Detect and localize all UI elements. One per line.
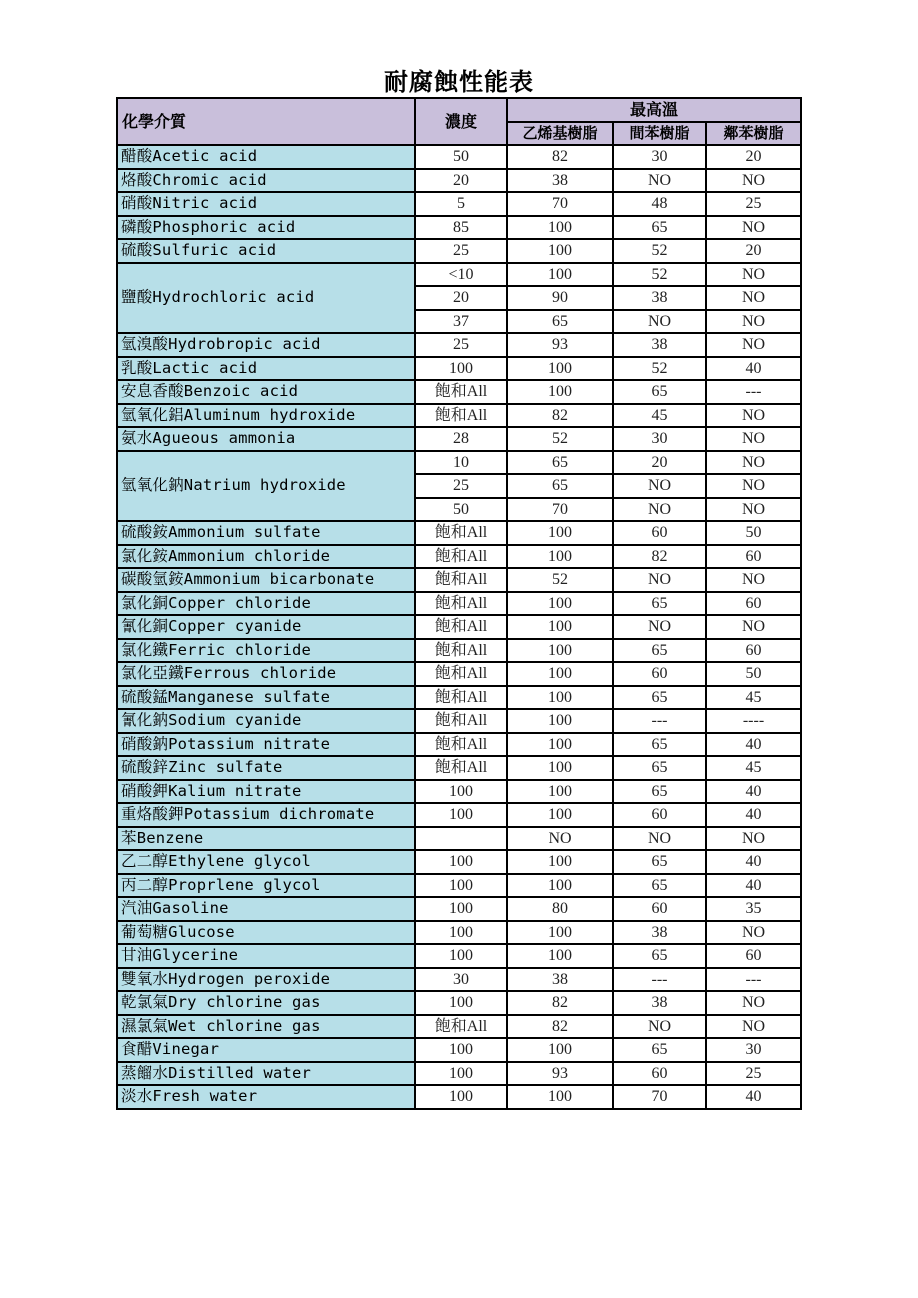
concentration-cell: 30 <box>415 968 507 992</box>
orthophthalic-temp-cell: 60 <box>706 545 801 569</box>
chemical-name-cell: 氰化銅Copper cyanide <box>117 615 415 639</box>
chemical-name-cell: 氫溴酸Hydrobropic acid <box>117 333 415 357</box>
header-concentration: 濃度 <box>415 98 507 145</box>
table-row <box>117 1062 801 1086</box>
isophthalic-temp-cell: 65 <box>613 733 706 757</box>
isophthalic-temp-cell: NO <box>613 568 706 592</box>
concentration-cell: 飽和All <box>415 709 507 733</box>
orthophthalic-temp-cell: NO <box>706 1015 801 1039</box>
table-row <box>117 333 801 357</box>
vinyl-ester-temp-cell: 100 <box>507 615 613 639</box>
isophthalic-temp-cell: 65 <box>613 874 706 898</box>
concentration-cell: 50 <box>415 145 507 169</box>
isophthalic-temp-cell: NO <box>613 310 706 334</box>
vinyl-ester-temp-cell: 52 <box>507 568 613 592</box>
orthophthalic-temp-cell: ---- <box>706 709 801 733</box>
isophthalic-temp-cell: 60 <box>613 1062 706 1086</box>
vinyl-ester-temp-cell: NO <box>507 827 613 851</box>
chemical-name-cell: 氯化銨Ammonium chloride <box>117 545 415 569</box>
chemical-name-cell: 甘油Glycerine <box>117 944 415 968</box>
orthophthalic-temp-cell: 40 <box>706 1085 801 1109</box>
table-row <box>117 239 801 263</box>
isophthalic-temp-cell: NO <box>613 474 706 498</box>
concentration-cell: 100 <box>415 780 507 804</box>
orthophthalic-temp-cell: NO <box>706 333 801 357</box>
isophthalic-temp-cell: --- <box>613 968 706 992</box>
vinyl-ester-temp-cell: 100 <box>507 521 613 545</box>
table-row <box>117 921 801 945</box>
chemical-name-cell: 乾氯氣Dry chlorine gas <box>117 991 415 1015</box>
table-row <box>117 639 801 663</box>
table-row <box>117 968 801 992</box>
orthophthalic-temp-cell: 35 <box>706 897 801 921</box>
concentration-cell: <10 <box>415 263 507 287</box>
isophthalic-temp-cell: 20 <box>613 451 706 475</box>
orthophthalic-temp-cell: NO <box>706 568 801 592</box>
table-row <box>117 357 801 381</box>
concentration-cell: 飽和All <box>415 592 507 616</box>
concentration-cell: 飽和All <box>415 404 507 428</box>
table-row <box>117 827 801 851</box>
orthophthalic-temp-cell: NO <box>706 921 801 945</box>
orthophthalic-temp-cell: 40 <box>706 850 801 874</box>
orthophthalic-temp-cell: 60 <box>706 639 801 663</box>
table-row <box>117 991 801 1015</box>
table-row <box>117 897 801 921</box>
isophthalic-temp-cell: NO <box>613 827 706 851</box>
orthophthalic-temp-cell: 45 <box>706 756 801 780</box>
isophthalic-temp-cell: NO <box>613 1015 706 1039</box>
chemical-name-cell: 雙氧水Hydrogen peroxide <box>117 968 415 992</box>
isophthalic-temp-cell: 65 <box>613 686 706 710</box>
vinyl-ester-temp-cell: 93 <box>507 333 613 357</box>
vinyl-ester-temp-cell: 100 <box>507 756 613 780</box>
table-row <box>117 545 801 569</box>
vinyl-ester-temp-cell: 100 <box>507 662 613 686</box>
concentration-cell: 100 <box>415 874 507 898</box>
vinyl-ester-temp-cell: 82 <box>507 145 613 169</box>
table-row <box>117 427 801 451</box>
vinyl-ester-temp-cell: 100 <box>507 592 613 616</box>
orthophthalic-temp-cell: --- <box>706 968 801 992</box>
orthophthalic-temp-cell: NO <box>706 310 801 334</box>
isophthalic-temp-cell: 65 <box>613 850 706 874</box>
isophthalic-temp-cell: 65 <box>613 592 706 616</box>
orthophthalic-temp-cell: NO <box>706 474 801 498</box>
chemical-name-cell: 硝酸鈉Potassium nitrate <box>117 733 415 757</box>
vinyl-ester-temp-cell: 52 <box>507 427 613 451</box>
vinyl-ester-temp-cell: 100 <box>507 780 613 804</box>
isophthalic-temp-cell: 60 <box>613 897 706 921</box>
header-medium: 化學介質 <box>117 98 415 145</box>
vinyl-ester-temp-cell: 82 <box>507 991 613 1015</box>
vinyl-ester-temp-cell: 100 <box>507 216 613 240</box>
chemical-name-cell: 淡水Fresh water <box>117 1085 415 1109</box>
vinyl-ester-temp-cell: 100 <box>507 850 613 874</box>
chemical-name-cell: 硝酸鉀Kalium nitrate <box>117 780 415 804</box>
chemical-name-cell: 氫氧化鋁Aluminum hydroxide <box>117 404 415 428</box>
table-row <box>117 192 801 216</box>
chemical-name-cell: 乙二醇Ethylene glycol <box>117 850 415 874</box>
chemical-name-cell: 烙酸Chromic acid <box>117 169 415 193</box>
concentration-cell: 100 <box>415 897 507 921</box>
chemical-name-cell: 氯化銅Copper chloride <box>117 592 415 616</box>
isophthalic-temp-cell: NO <box>613 498 706 522</box>
concentration-cell: 5 <box>415 192 507 216</box>
isophthalic-temp-cell: --- <box>613 709 706 733</box>
chemical-name-cell: 氰化鈉Sodium cyanide <box>117 709 415 733</box>
chemical-name-cell: 硫酸鋅Zinc sulfate <box>117 756 415 780</box>
table-row <box>117 568 801 592</box>
concentration-cell <box>415 827 507 851</box>
orthophthalic-temp-cell: NO <box>706 615 801 639</box>
concentration-cell: 飽和All <box>415 521 507 545</box>
orthophthalic-temp-cell: NO <box>706 498 801 522</box>
orthophthalic-temp-cell: NO <box>706 427 801 451</box>
table-row <box>117 733 801 757</box>
orthophthalic-temp-cell: --- <box>706 380 801 404</box>
chemical-name-cell: 氨水Agueous ammonia <box>117 427 415 451</box>
chemical-name-cell: 重烙酸鉀Potassium dichromate <box>117 803 415 827</box>
vinyl-ester-temp-cell: 70 <box>507 498 613 522</box>
isophthalic-temp-cell: NO <box>613 615 706 639</box>
concentration-cell: 20 <box>415 169 507 193</box>
isophthalic-temp-cell: 60 <box>613 662 706 686</box>
vinyl-ester-temp-cell: 100 <box>507 733 613 757</box>
vinyl-ester-temp-cell: 100 <box>507 639 613 663</box>
chemical-name-cell: 磷酸Phosphoric acid <box>117 216 415 240</box>
table-row <box>117 404 801 428</box>
isophthalic-temp-cell: 60 <box>613 803 706 827</box>
vinyl-ester-temp-cell: 100 <box>507 803 613 827</box>
isophthalic-temp-cell: 38 <box>613 921 706 945</box>
concentration-cell: 20 <box>415 286 507 310</box>
concentration-cell: 飽和All <box>415 568 507 592</box>
vinyl-ester-temp-cell: 100 <box>507 357 613 381</box>
concentration-cell: 飽和All <box>415 733 507 757</box>
chemical-name-cell: 氯化亞鐵Ferrous chloride <box>117 662 415 686</box>
table-row <box>117 944 801 968</box>
isophthalic-temp-cell: 70 <box>613 1085 706 1109</box>
isophthalic-temp-cell: 65 <box>613 780 706 804</box>
isophthalic-temp-cell: 65 <box>613 756 706 780</box>
table-row <box>117 216 801 240</box>
table-row <box>117 686 801 710</box>
vinyl-ester-temp-cell: 100 <box>507 874 613 898</box>
orthophthalic-temp-cell: 40 <box>706 780 801 804</box>
table-header <box>117 98 801 145</box>
isophthalic-temp-cell: 65 <box>613 639 706 663</box>
corrosion-resistance-table <box>116 97 802 1110</box>
orthophthalic-temp-cell: 50 <box>706 521 801 545</box>
orthophthalic-temp-cell: NO <box>706 451 801 475</box>
table-row <box>117 615 801 639</box>
vinyl-ester-temp-cell: 100 <box>507 545 613 569</box>
table-row <box>117 756 801 780</box>
table-row <box>117 803 801 827</box>
concentration-cell: 25 <box>415 239 507 263</box>
chemical-name-cell: 碳酸氫銨Ammonium bicarbonate <box>117 568 415 592</box>
orthophthalic-temp-cell: 20 <box>706 145 801 169</box>
header-resin-vinyl-ester: 乙烯基樹脂 <box>507 122 613 146</box>
table-row <box>117 1085 801 1109</box>
orthophthalic-temp-cell: 40 <box>706 733 801 757</box>
isophthalic-temp-cell: 52 <box>613 357 706 381</box>
isophthalic-temp-cell: 65 <box>613 216 706 240</box>
page-title: 耐腐蝕性能表 <box>384 67 534 96</box>
isophthalic-temp-cell: 60 <box>613 521 706 545</box>
vinyl-ester-temp-cell: 100 <box>507 1038 613 1062</box>
orthophthalic-temp-cell: NO <box>706 404 801 428</box>
vinyl-ester-temp-cell: 65 <box>507 451 613 475</box>
orthophthalic-temp-cell: 40 <box>706 803 801 827</box>
table-row <box>117 780 801 804</box>
orthophthalic-temp-cell: 20 <box>706 239 801 263</box>
vinyl-ester-temp-cell: 90 <box>507 286 613 310</box>
table-body <box>117 145 801 1109</box>
orthophthalic-temp-cell: 60 <box>706 592 801 616</box>
vinyl-ester-temp-cell: 100 <box>507 239 613 263</box>
chemical-name-cell: 乳酸Lactic acid <box>117 357 415 381</box>
chemical-name-cell: 濕氯氣Wet chlorine gas <box>117 1015 415 1039</box>
isophthalic-temp-cell: NO <box>613 169 706 193</box>
concentration-cell: 10 <box>415 451 507 475</box>
concentration-cell: 100 <box>415 944 507 968</box>
isophthalic-temp-cell: 30 <box>613 427 706 451</box>
isophthalic-temp-cell: 38 <box>613 286 706 310</box>
concentration-cell: 飽和All <box>415 686 507 710</box>
vinyl-ester-temp-cell: 82 <box>507 404 613 428</box>
table-row <box>117 521 801 545</box>
isophthalic-temp-cell: 48 <box>613 192 706 216</box>
chemical-name-cell: 安息香酸Benzoic acid <box>117 380 415 404</box>
table-row <box>117 1015 801 1039</box>
table-row <box>117 145 801 169</box>
chemical-name-cell: 氯化鐵Ferric chloride <box>117 639 415 663</box>
concentration-cell: 50 <box>415 498 507 522</box>
concentration-cell: 28 <box>415 427 507 451</box>
table-row <box>117 1038 801 1062</box>
chemical-name-cell: 葡萄糖Glucose <box>117 921 415 945</box>
orthophthalic-temp-cell: 25 <box>706 1062 801 1086</box>
concentration-cell: 25 <box>415 333 507 357</box>
table-row <box>117 263 801 287</box>
vinyl-ester-temp-cell: 100 <box>507 686 613 710</box>
table-row <box>117 874 801 898</box>
concentration-cell: 100 <box>415 357 507 381</box>
chemical-name-cell: 鹽酸Hydrochloric acid <box>117 263 415 334</box>
orthophthalic-temp-cell: 40 <box>706 357 801 381</box>
table-row <box>117 850 801 874</box>
concentration-cell: 100 <box>415 1062 507 1086</box>
concentration-cell: 37 <box>415 310 507 334</box>
vinyl-ester-temp-cell: 100 <box>507 1085 613 1109</box>
isophthalic-temp-cell: 82 <box>613 545 706 569</box>
table-row <box>117 169 801 193</box>
orthophthalic-temp-cell: 40 <box>706 874 801 898</box>
isophthalic-temp-cell: 65 <box>613 944 706 968</box>
vinyl-ester-temp-cell: 70 <box>507 192 613 216</box>
concentration-cell: 飽和All <box>415 380 507 404</box>
vinyl-ester-temp-cell: 100 <box>507 263 613 287</box>
concentration-cell: 85 <box>415 216 507 240</box>
header-resin-isophthalic: 間苯樹脂 <box>613 122 706 146</box>
orthophthalic-temp-cell: 45 <box>706 686 801 710</box>
chemical-name-cell: 硫酸銨Ammonium sulfate <box>117 521 415 545</box>
concentration-cell: 100 <box>415 803 507 827</box>
orthophthalic-temp-cell: 25 <box>706 192 801 216</box>
vinyl-ester-temp-cell: 100 <box>507 944 613 968</box>
concentration-cell: 100 <box>415 921 507 945</box>
concentration-cell: 100 <box>415 1085 507 1109</box>
concentration-cell: 飽和All <box>415 615 507 639</box>
vinyl-ester-temp-cell: 100 <box>507 709 613 733</box>
table-row <box>117 451 801 475</box>
vinyl-ester-temp-cell: 100 <box>507 921 613 945</box>
table-row <box>117 709 801 733</box>
isophthalic-temp-cell: 52 <box>613 239 706 263</box>
orthophthalic-temp-cell: NO <box>706 216 801 240</box>
vinyl-ester-temp-cell: 65 <box>507 310 613 334</box>
header-resin-orthophthalic: 鄰苯樹脂 <box>706 122 801 146</box>
vinyl-ester-temp-cell: 38 <box>507 968 613 992</box>
concentration-cell: 飽和All <box>415 662 507 686</box>
concentration-cell: 飽和All <box>415 545 507 569</box>
vinyl-ester-temp-cell: 82 <box>507 1015 613 1039</box>
orthophthalic-temp-cell: NO <box>706 991 801 1015</box>
chemical-name-cell: 氫氧化鈉Natrium hydroxide <box>117 451 415 522</box>
vinyl-ester-temp-cell: 93 <box>507 1062 613 1086</box>
isophthalic-temp-cell: 38 <box>613 333 706 357</box>
vinyl-ester-temp-cell: 100 <box>507 380 613 404</box>
chemical-name-cell: 硫酸錳Manganese sulfate <box>117 686 415 710</box>
table-row <box>117 592 801 616</box>
concentration-cell: 飽和All <box>415 639 507 663</box>
isophthalic-temp-cell: 30 <box>613 145 706 169</box>
isophthalic-temp-cell: 65 <box>613 1038 706 1062</box>
concentration-cell: 100 <box>415 850 507 874</box>
chemical-name-cell: 醋酸Acetic acid <box>117 145 415 169</box>
orthophthalic-temp-cell: 30 <box>706 1038 801 1062</box>
chemical-name-cell: 苯Benzene <box>117 827 415 851</box>
concentration-cell: 100 <box>415 991 507 1015</box>
chemical-name-cell: 硝酸Nitric acid <box>117 192 415 216</box>
isophthalic-temp-cell: 65 <box>613 380 706 404</box>
orthophthalic-temp-cell: 50 <box>706 662 801 686</box>
header-max-temp: 最高溫 <box>507 98 801 122</box>
chemical-name-cell: 汽油Gasoline <box>117 897 415 921</box>
orthophthalic-temp-cell: NO <box>706 263 801 287</box>
chemical-name-cell: 食醋Vinegar <box>117 1038 415 1062</box>
isophthalic-temp-cell: 52 <box>613 263 706 287</box>
orthophthalic-temp-cell: 60 <box>706 944 801 968</box>
orthophthalic-temp-cell: NO <box>706 286 801 310</box>
concentration-cell: 飽和All <box>415 756 507 780</box>
vinyl-ester-temp-cell: 65 <box>507 474 613 498</box>
chemical-name-cell: 蒸餾水Distilled water <box>117 1062 415 1086</box>
isophthalic-temp-cell: 38 <box>613 991 706 1015</box>
concentration-cell: 飽和All <box>415 1015 507 1039</box>
concentration-cell: 25 <box>415 474 507 498</box>
isophthalic-temp-cell: 45 <box>613 404 706 428</box>
orthophthalic-temp-cell: NO <box>706 169 801 193</box>
chemical-name-cell: 丙二醇Proprlene glycol <box>117 874 415 898</box>
table-row <box>117 662 801 686</box>
table-row <box>117 380 801 404</box>
orthophthalic-temp-cell: NO <box>706 827 801 851</box>
chemical-name-cell: 硫酸Sulfuric acid <box>117 239 415 263</box>
vinyl-ester-temp-cell: 80 <box>507 897 613 921</box>
vinyl-ester-temp-cell: 38 <box>507 169 613 193</box>
concentration-cell: 100 <box>415 1038 507 1062</box>
